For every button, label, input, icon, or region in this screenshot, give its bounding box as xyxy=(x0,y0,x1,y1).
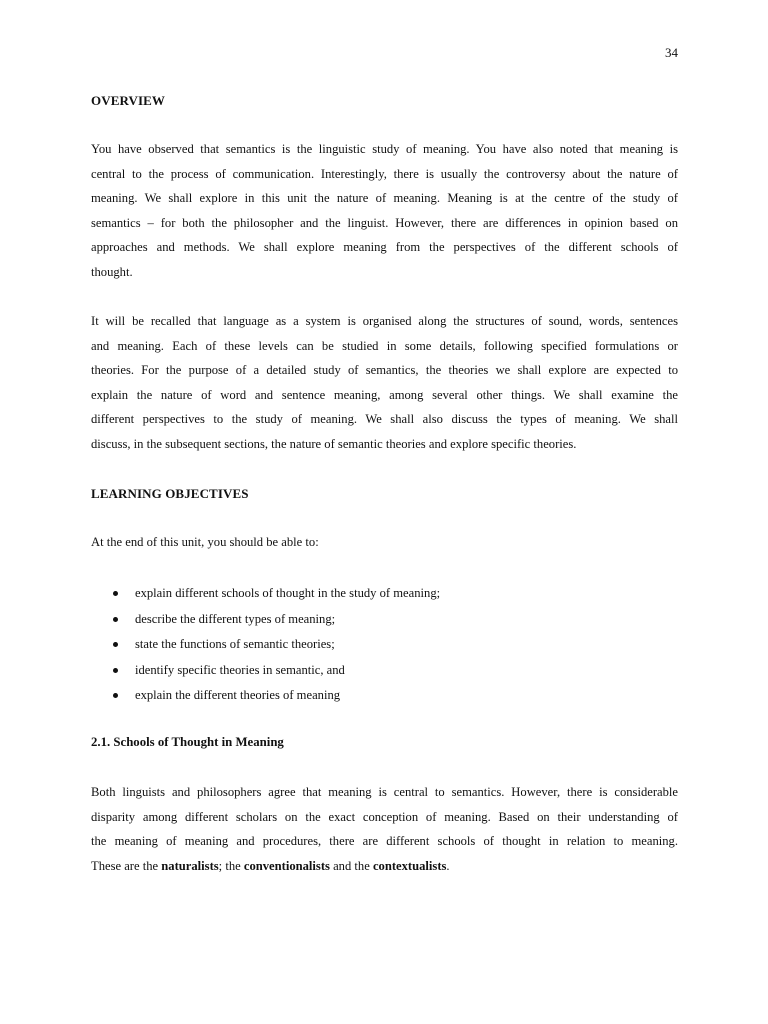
overview-heading: OVERVIEW xyxy=(91,93,166,108)
paragraph-line: It will be recalled that language as a system is organised along the structures of sound, words, sentences xyxy=(91,314,678,328)
learning-objectives-heading: LEARNING OBJECTIVES xyxy=(91,486,249,501)
section-heading: 2.1. Schools of Thought in Meaning xyxy=(91,735,284,749)
page-number: 34 xyxy=(665,45,678,60)
list-item xyxy=(113,658,440,684)
list-item-text: explain different schools of thought in the study of meaning; xyxy=(135,586,441,600)
list-item xyxy=(113,632,440,658)
paragraph-line: discuss, in the subsequent sections, the nature of semantic theories and explore specific theories. xyxy=(91,436,577,451)
list-item xyxy=(113,581,440,607)
bullet-icon xyxy=(113,642,118,647)
objectives-list xyxy=(113,581,440,709)
term-contextualists: contextualists xyxy=(372,858,447,873)
bullet-icon xyxy=(113,693,118,698)
overview-paragraph-2 xyxy=(91,309,678,457)
bullet-icon xyxy=(113,591,118,596)
bullet-icon xyxy=(113,617,118,622)
paragraph-line: disparity among different scholars on the exact conception of meaning. Based on their understanding of xyxy=(91,809,678,824)
bullet-icon xyxy=(113,668,118,673)
paragraph-line: semantics – for both the philosopher and the linguist. However, there are differences in opinion based on xyxy=(91,215,678,230)
term-naturalists: naturalists xyxy=(161,858,219,873)
list-item-text: identify specific theories in semantic, and xyxy=(135,662,345,677)
text-fragment: ; the xyxy=(218,858,244,873)
list-item-text: describe the different types of meaning; xyxy=(135,611,336,626)
paragraph-line: and meaning. Each of these levels can be studied in some details, following specified formulations or xyxy=(91,338,678,353)
paragraph-line: explain the nature of word and sentence meaning, among several other things. We shall examine the xyxy=(91,387,678,402)
paragraph-line: approaches and methods. We shall explore meaning from the perspectives of the different schools of xyxy=(91,240,678,255)
list-item-text: state the functions of semantic theories; xyxy=(135,637,335,651)
paragraph-line: the meaning of meaning and procedures, there are different schools of thought in relation to meaning. xyxy=(91,834,678,849)
paragraph-line: different perspectives to the study of meaning. We shall also discuss the types of meaning. We shall xyxy=(91,412,678,427)
list-item-text: explain the different theories of meaning xyxy=(135,688,341,702)
paragraph-line: thought. xyxy=(91,264,133,279)
paragraph-last-line xyxy=(91,854,678,879)
paragraph-line: theories. For the purpose of a detailed study of semantics, the theories we shall explore are expected to xyxy=(91,363,678,378)
paragraph-line: meaning. We shall explore in this unit the nature of meaning. Meaning is at the centre of the study of xyxy=(91,191,678,206)
text-fragment: . xyxy=(446,858,450,873)
text-fragment: These are the xyxy=(91,858,162,873)
paragraph-line: Both linguists and philosophers agree that meaning is central to semantics. However, there is considerable xyxy=(91,785,678,799)
term-conventionalists: conventionalists xyxy=(243,858,330,873)
list-item xyxy=(113,683,440,709)
paragraph-line: At the end of this unit, you should be able to: xyxy=(91,535,319,549)
paragraph-line: You have observed that semantics is the linguistic study of meaning. You have also noted that meaning is xyxy=(91,142,678,156)
section-paragraph xyxy=(91,780,678,878)
overview-paragraph-1 xyxy=(91,137,678,285)
text-fragment: and the xyxy=(329,858,373,873)
list-item xyxy=(113,607,440,633)
paragraph-line: central to the process of communication. Interestingly, there is usually the controversy about the nature of xyxy=(91,166,678,181)
objectives-intro xyxy=(91,530,678,555)
